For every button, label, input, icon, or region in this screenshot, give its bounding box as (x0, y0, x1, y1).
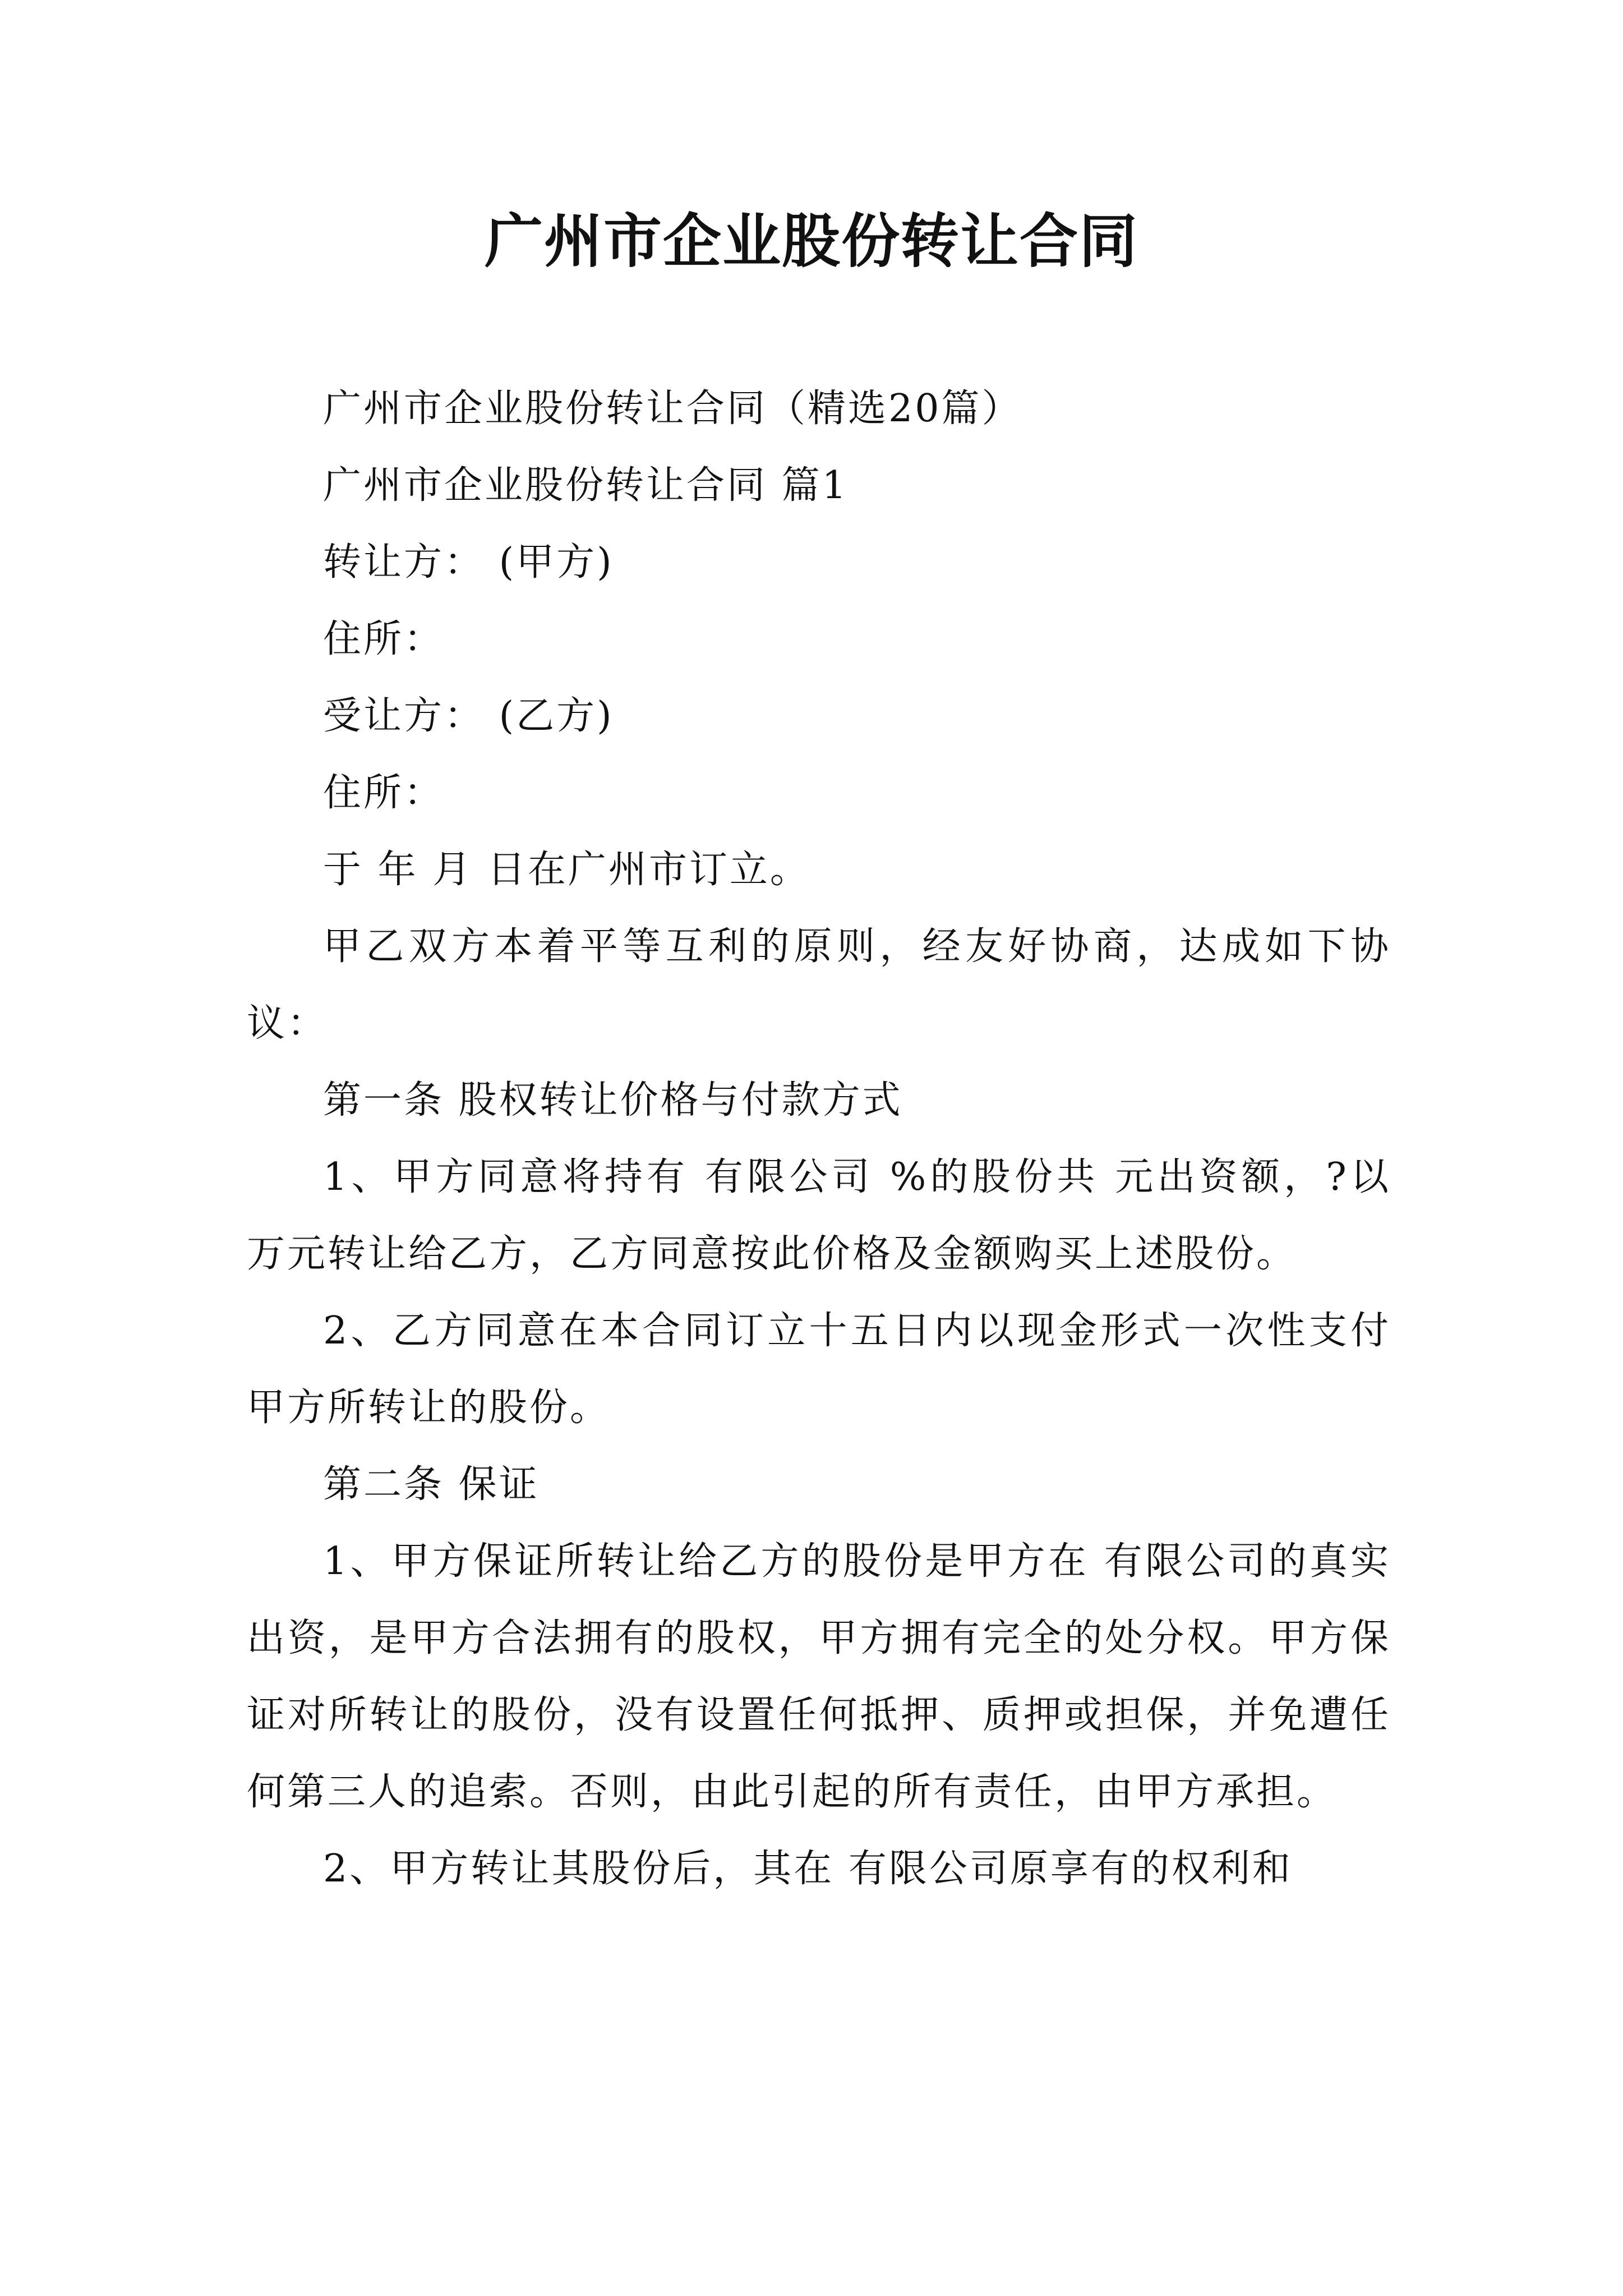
paragraph-article-2-clause-1: 1、甲方保证所转让给乙方的股份是甲方在 有限公司的真实出资，是甲方合法拥有的股权，甲方拥有完全的处分权。甲方保证对所转让的股份，没有设置任何抵押、质押或担保，并免遭任何第三人的追索。否则，由此引起的所有责任，由甲方承担。 (247, 1539, 1391, 1814)
paragraph-article-1-clause-2: 2、乙方同意在本合同订立十五日内以现金形式一次性支付甲方所转让的股份。 (247, 1309, 1391, 1430)
document-title: 广州市企业股份转让合同 (484, 206, 1138, 275)
paragraph-section-heading: 广州市企业股份转让合同 篇1 (323, 463, 849, 508)
paragraph-transferee-address: 住所： (323, 771, 445, 815)
paragraph-article-1-heading: 第一条 股权转让价格与付款方式 (323, 1078, 903, 1122)
paragraph-preamble: 甲乙双方本着平等互利的原则，经友好协商，达成如下协议： (247, 924, 1391, 1046)
paragraph-signing-date: 于 年 月 日在广州市订立。 (323, 848, 810, 892)
paragraph-transferee: 受让方： (乙方) (323, 694, 614, 738)
paragraph-article-2-heading: 第二条 保证 (323, 1462, 540, 1507)
paragraph-subtitle: 广州市企业股份转让合同（精选20篇） (323, 386, 1022, 431)
paragraph-transferor: 转让方： (甲方) (323, 540, 614, 585)
document-body (247, 370, 1391, 1907)
paragraph-article-2-clause-2: 2、甲方转让其股份后，其在 有限公司原享有的权利和 (323, 1847, 1293, 1891)
paragraph-article-1-clause-1: 1、甲方同意将持有 有限公司 %的股份共 元出资额，?以 万元转让给乙方，乙方同意按此价格及金额购买上述股份。 (247, 1155, 1391, 1276)
paragraph-transferor-address: 住所： (323, 617, 445, 661)
